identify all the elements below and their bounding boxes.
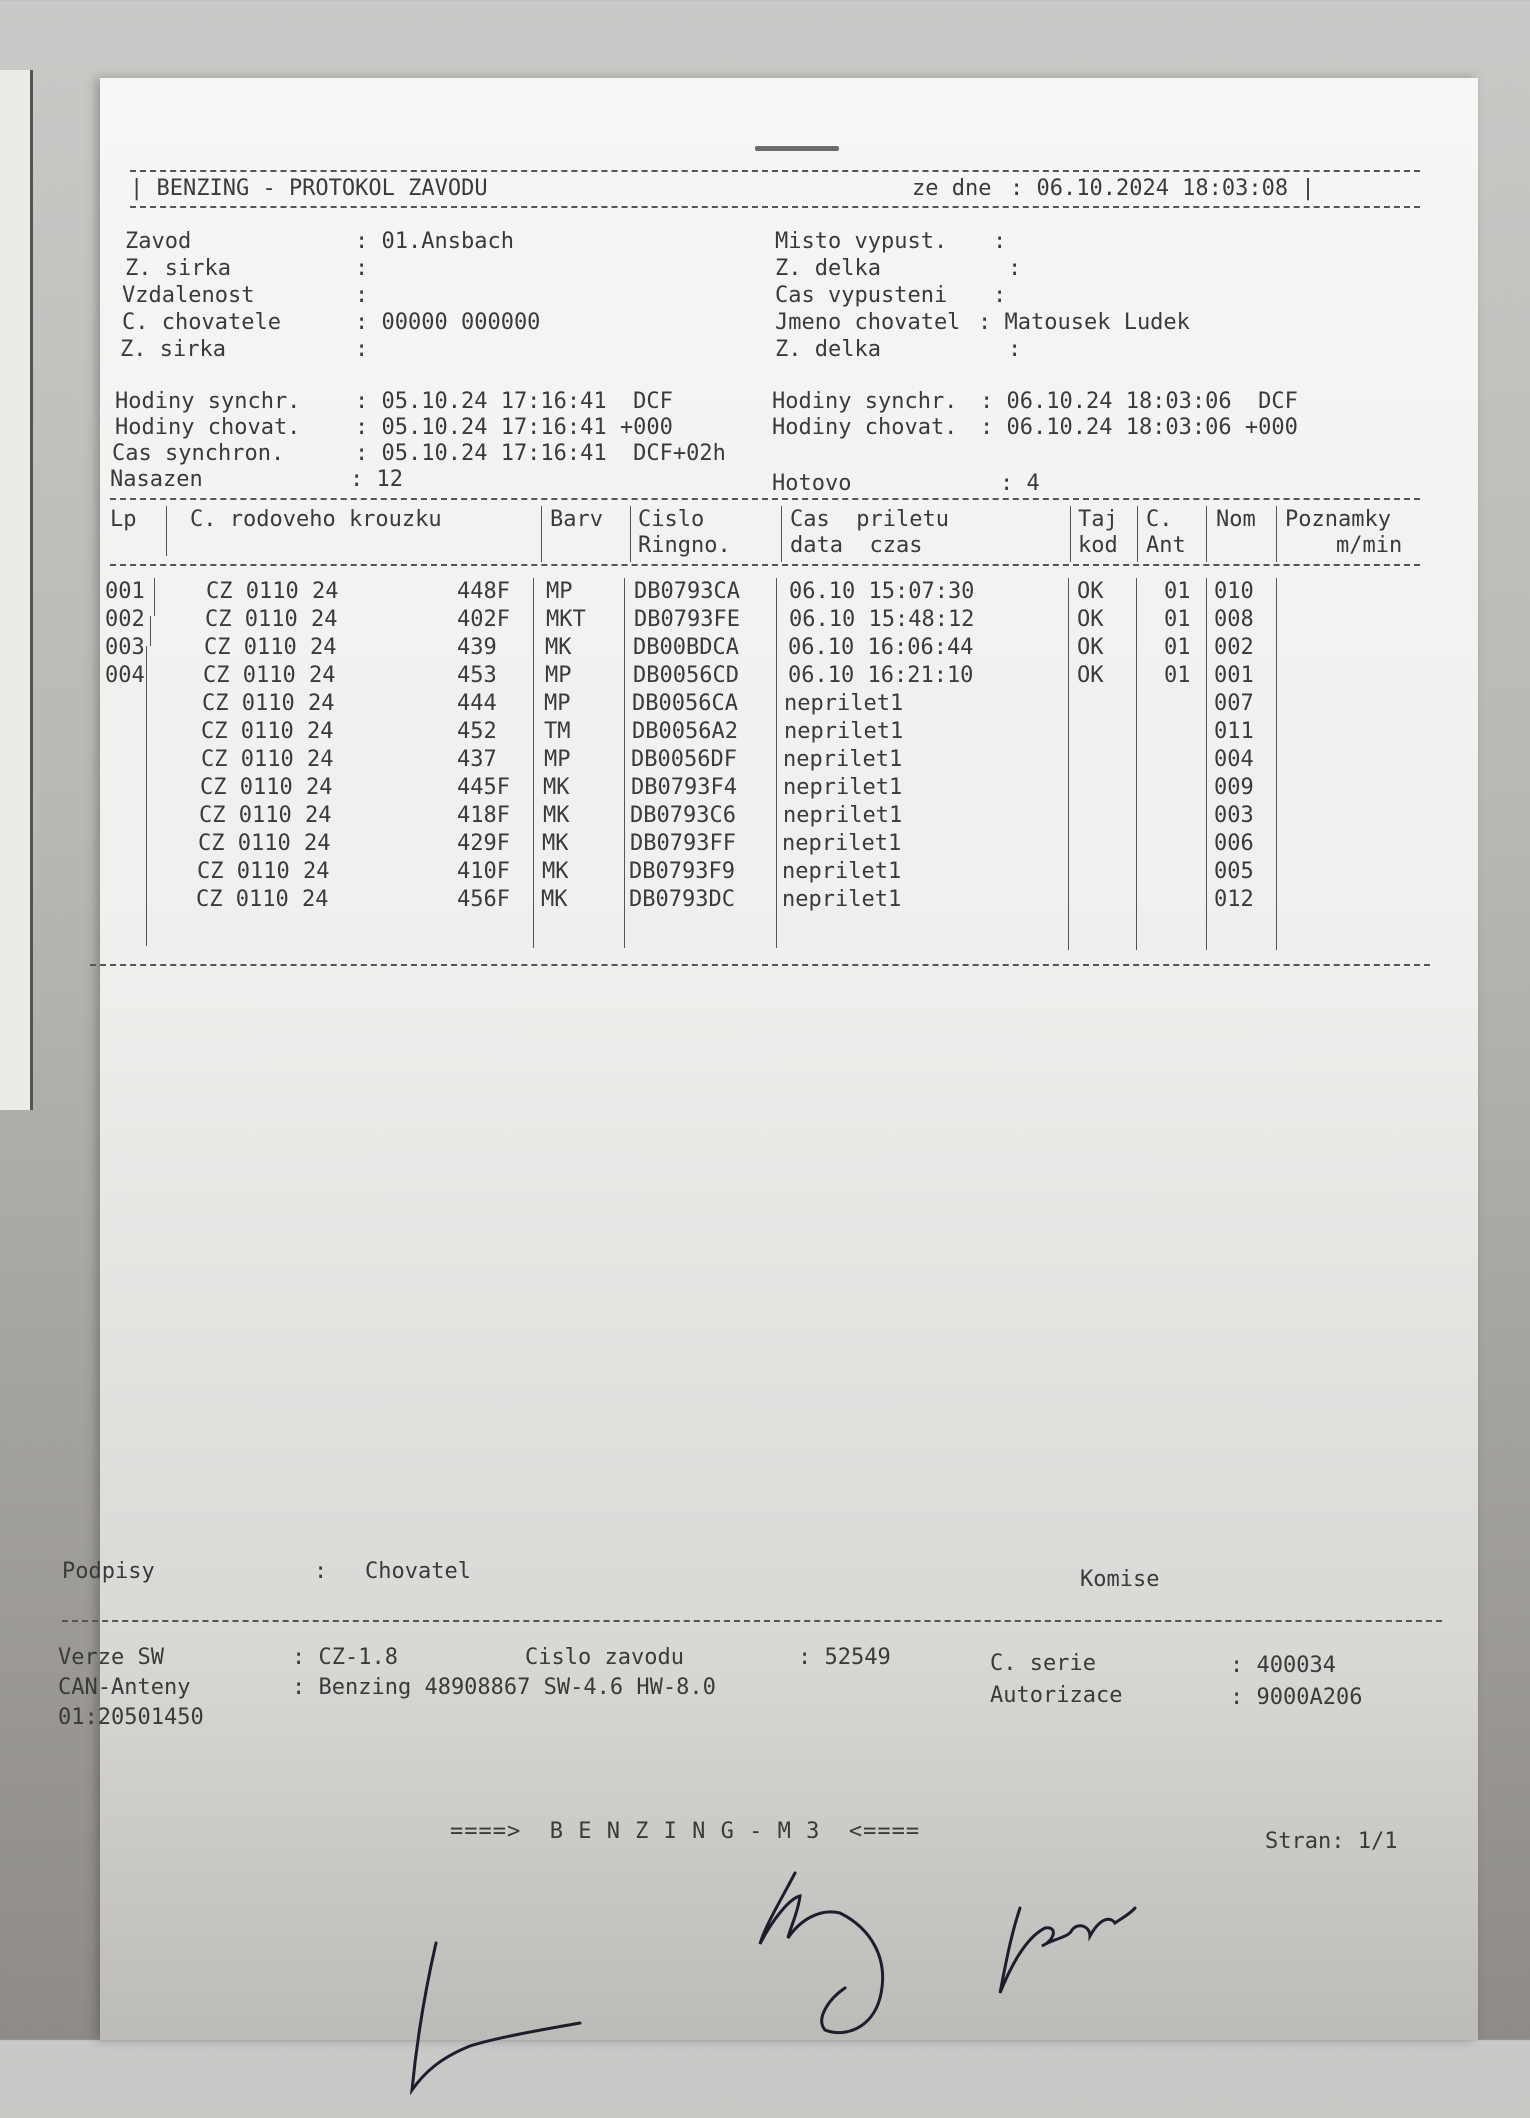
cell-arrival: neprilet1: [782, 859, 902, 884]
cell-ring-number: 437: [457, 747, 497, 772]
cell-nom: 005: [1214, 859, 1254, 884]
cell-ring: CZ 0110 24: [205, 607, 338, 632]
sync-value: : 06.10.24 18:03:06 DCF: [980, 389, 1298, 414]
col-rule: [1137, 506, 1138, 562]
cell-color: MP: [545, 663, 572, 688]
cell-ring-number: 456F: [457, 887, 510, 912]
antenna-value: : Benzing 48908867 SW-4.6 HW-8.0: [292, 1675, 716, 1700]
col-notes: m/min: [1336, 533, 1403, 558]
divider: [62, 1620, 1442, 1622]
cell-chip: DB0793F9: [629, 859, 735, 884]
cell-color: MK: [543, 803, 570, 828]
cell-lp: 003: [105, 635, 145, 660]
race-number-value: : 52549: [798, 1645, 891, 1670]
signature-stroke: [412, 1943, 580, 2090]
info-value: :: [993, 229, 1007, 254]
info-value: : 00000 000000: [355, 310, 541, 335]
cell-antenna: 01: [1164, 663, 1191, 688]
cell-ring: CZ 0110 24: [202, 691, 335, 716]
cell-ring-number: 429F: [457, 831, 510, 856]
col-chip: Cislo: [638, 507, 705, 532]
info-label: C. chovatele: [122, 310, 281, 335]
cell-lp: 001: [105, 579, 145, 604]
info-value: :: [355, 256, 369, 281]
cell-antenna: 01: [1164, 607, 1191, 632]
col-rule: [1276, 506, 1277, 562]
cell-nom: 004: [1214, 747, 1254, 772]
col-rule: [776, 578, 777, 948]
cell-ring-number: 402F: [457, 607, 510, 632]
sw-version-label: Verze SW: [58, 1645, 164, 1670]
cell-color: MKT: [546, 607, 586, 632]
cell-arrival: neprilet1: [782, 887, 902, 912]
cell-chip: DB0056DF: [631, 747, 737, 772]
cell-secret: OK: [1077, 663, 1104, 688]
finished-count: : 4: [1000, 471, 1040, 496]
cell-chip: DB0056CA: [632, 691, 738, 716]
handwritten-signatures: [320, 1858, 1220, 2118]
cell-color: MP: [544, 691, 571, 716]
cell-arrival: neprilet1: [782, 831, 902, 856]
cell-chip: DB00BDCA: [633, 635, 739, 660]
col-rule: [624, 578, 625, 948]
cell-nom: 011: [1214, 719, 1254, 744]
breeder-name: : Matousek Ludek: [978, 310, 1190, 335]
cell-arrival: neprilet1: [783, 747, 903, 772]
col-rule: [1070, 506, 1071, 562]
cell-color: MP: [544, 747, 571, 772]
serial-label: C. serie: [990, 1651, 1096, 1676]
col-arrival: data czas: [790, 533, 923, 558]
cell-ring: CZ 0110 24: [196, 887, 329, 912]
cell-arrival: 06.10 16:21:10: [788, 663, 974, 688]
cell-color: MK: [542, 859, 569, 884]
race-number-label: Cislo zavodu: [525, 1645, 684, 1670]
cell-arrival: 06.10 16:06:44: [788, 635, 974, 660]
divider: [130, 170, 1420, 172]
cell-nom: 009: [1214, 775, 1254, 800]
breeder-signature-label: Chovatel: [365, 1559, 471, 1584]
info-label: Z. sirka: [125, 256, 231, 281]
col-rule: [1206, 578, 1207, 950]
info-label: Cas vypusteni: [775, 283, 948, 308]
antenna-id: 01:20501450: [58, 1705, 204, 1730]
cell-antenna: 01: [1164, 635, 1191, 660]
cell-nom: 002: [1214, 635, 1254, 660]
antenna-label: CAN-Anteny: [58, 1675, 191, 1700]
cell-ring-number: 448F: [457, 579, 510, 604]
serial-value: : 400034: [1230, 1653, 1336, 1678]
authorization-label: Autorizace: [990, 1683, 1123, 1708]
col-rule: [166, 506, 167, 556]
cell-secret: OK: [1077, 607, 1104, 632]
signatures-label: Podpisy: [62, 1559, 155, 1584]
cell-chip: DB0793DC: [629, 887, 735, 912]
cell-nom: 003: [1214, 803, 1254, 828]
col-rule: [154, 578, 155, 616]
date-value: : 06.10.2024 18:03:08 |: [1010, 176, 1315, 201]
cell-chip: DB0056A2: [632, 719, 738, 744]
cell-ring-number: 453: [457, 663, 497, 688]
cell-arrival: neprilet1: [784, 719, 904, 744]
cell-color: MK: [543, 775, 570, 800]
cell-color: MP: [546, 579, 573, 604]
info-label: Z. delka: [775, 256, 881, 281]
cell-chip: DB0793F4: [631, 775, 737, 800]
info-value: : 01.Ansbach: [355, 229, 514, 254]
info-value: :: [355, 337, 369, 362]
cell-lp: 004: [105, 663, 145, 688]
cell-color: MK: [541, 887, 568, 912]
col-rule: [533, 578, 534, 948]
cell-chip: DB0793C6: [630, 803, 736, 828]
cell-lp: 002: [105, 607, 145, 632]
date-label: ze dne: [912, 176, 992, 201]
cell-ring: CZ 0110 24: [201, 747, 334, 772]
cell-chip: DB0793FE: [634, 607, 740, 632]
cell-color: TM: [544, 719, 571, 744]
col-rule: [781, 506, 782, 562]
cell-ring: CZ 0110 24: [199, 803, 332, 828]
col-antenna: Ant: [1146, 533, 1186, 558]
cell-nom: 008: [1214, 607, 1254, 632]
cell-chip: DB0056CD: [633, 663, 739, 688]
race-protocol-printout: [58, 78, 1478, 2040]
adjacent-sheet-edge: [0, 70, 33, 1110]
cell-chip: DB0793CA: [634, 579, 740, 604]
info-value: :: [1008, 256, 1022, 281]
cell-antenna: 01: [1164, 579, 1191, 604]
col-secret: Taj: [1078, 507, 1118, 532]
col-lp: Lp: [110, 507, 137, 532]
sync-label: Hotovo: [772, 471, 852, 496]
cell-ring: CZ 0110 24: [201, 719, 334, 744]
cell-ring-number: 445F: [457, 775, 510, 800]
cell-nom: 007: [1214, 691, 1254, 716]
col-secret: kod: [1078, 533, 1118, 558]
signatures-separator: :: [314, 1559, 328, 1584]
page-number: Stran: 1/1: [1265, 1829, 1398, 1854]
divider: [110, 564, 1420, 566]
signature-stroke: [760, 1873, 883, 2033]
authorization-value: : 9000A206: [1230, 1685, 1363, 1710]
sync-label: Nasazen: [110, 467, 203, 492]
col-rule: [1206, 506, 1207, 562]
sw-version-value: : CZ-1.8: [292, 1645, 398, 1670]
cell-arrival: 06.10 15:07:30: [789, 579, 975, 604]
cell-arrival: neprilet1: [783, 803, 903, 828]
col-rule: [1276, 578, 1277, 950]
cell-nom: 010: [1214, 579, 1254, 604]
cell-secret: OK: [1077, 579, 1104, 604]
cell-ring: CZ 0110 24: [200, 775, 333, 800]
cell-arrival: 06.10 15:48:12: [789, 607, 975, 632]
col-ring: C. rodoveho krouzku: [190, 507, 442, 532]
divider: [130, 206, 1420, 208]
cell-ring-number: 452: [457, 719, 497, 744]
col-rule: [150, 616, 151, 646]
sync-label: Hodiny synchr.: [772, 389, 958, 414]
col-chip: Ringno.: [638, 533, 731, 558]
col-rule: [1068, 578, 1069, 950]
info-label: Z. sirka: [120, 337, 226, 362]
col-rule: [541, 506, 542, 562]
col-rule: [1136, 578, 1137, 950]
sync-value: : 12: [350, 467, 403, 492]
cell-ring-number: 410F: [457, 859, 510, 884]
cell-nom: 006: [1214, 831, 1254, 856]
sync-value: : 05.10.24 17:16:41 DCF+02h: [355, 441, 726, 466]
sync-label: Cas synchron.: [112, 441, 285, 466]
cell-ring-number: 444: [457, 691, 497, 716]
device-brand-line: ====> B E N Z I N G - M 3 <====: [450, 1819, 921, 1844]
cell-ring-number: 418F: [457, 803, 510, 828]
sync-value: : 05.10.24 17:16:41 +000: [355, 415, 673, 440]
sync-label: Hodiny synchr.: [115, 389, 301, 414]
col-rule: [146, 646, 147, 946]
cell-chip: DB0793FF: [630, 831, 736, 856]
cell-nom: 012: [1214, 887, 1254, 912]
cell-color: MK: [545, 635, 572, 660]
cell-ring: CZ 0110 24: [206, 579, 339, 604]
tear-mark: [755, 146, 839, 151]
divider: [90, 964, 1430, 966]
col-rule: [630, 506, 631, 562]
info-label: Misto vypust.: [775, 229, 948, 254]
cell-nom: 001: [1214, 663, 1254, 688]
sync-label: Hodiny chovat.: [115, 415, 301, 440]
cell-ring-number: 439: [457, 635, 497, 660]
commission-signature-label: Komise: [1080, 1567, 1160, 1592]
info-value: :: [993, 283, 1007, 308]
info-label: Zavod: [125, 229, 192, 254]
info-label: Z. delka: [775, 337, 881, 362]
info-label: Vzdalenost: [122, 283, 255, 308]
cell-arrival: neprilet1: [783, 775, 903, 800]
cell-ring: CZ 0110 24: [203, 663, 336, 688]
cell-secret: OK: [1077, 635, 1104, 660]
cell-color: MK: [542, 831, 569, 856]
col-notes: Poznamky: [1285, 507, 1391, 532]
sync-value: : 06.10.24 18:03:06 +000: [980, 415, 1298, 440]
info-label: Jmeno chovatel: [775, 310, 961, 335]
sync-label: Hodiny chovat.: [772, 415, 958, 440]
col-arrival: Cas priletu: [790, 507, 949, 532]
cell-arrival: neprilet1: [784, 691, 904, 716]
col-nom: Nom: [1216, 507, 1256, 532]
protocol-title: | BENZING - PROTOKOL ZAVODU: [130, 176, 488, 201]
info-value: :: [1008, 337, 1022, 362]
col-antenna: C.: [1146, 507, 1173, 532]
divider: [110, 498, 1420, 500]
signature-stroke: [1000, 1908, 1135, 1993]
cell-ring: CZ 0110 24: [198, 831, 331, 856]
col-color: Barv: [550, 507, 603, 532]
info-value: :: [355, 283, 369, 308]
cell-ring: CZ 0110 24: [204, 635, 337, 660]
sync-value: : 05.10.24 17:16:41 DCF: [355, 389, 673, 414]
cell-ring: CZ 0110 24: [197, 859, 330, 884]
